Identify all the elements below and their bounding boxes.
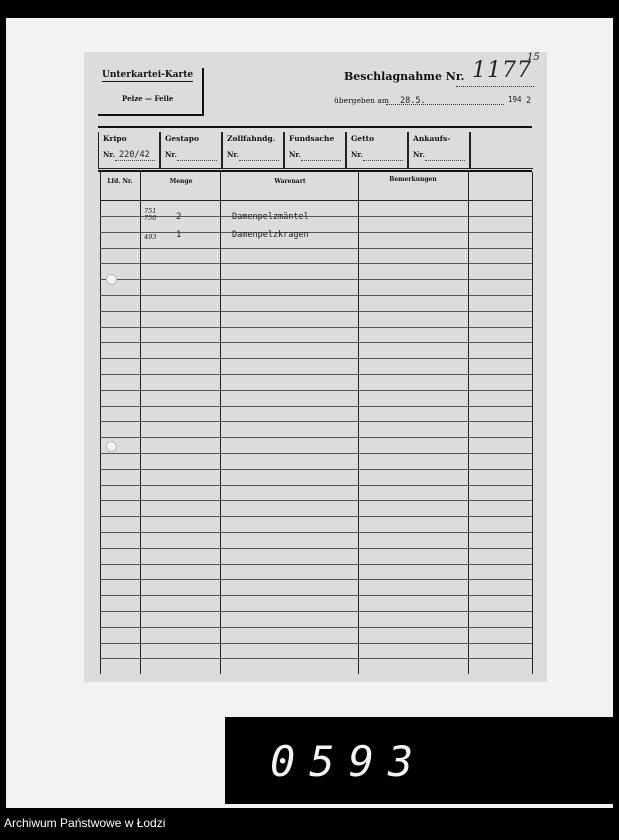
box-line — [115, 160, 155, 161]
table-row-line — [100, 627, 532, 628]
box-nr-label: Nr. — [165, 150, 177, 159]
film-edge — [587, 0, 619, 18]
card-type-box — [98, 68, 204, 116]
table-row-line — [100, 516, 532, 517]
row-menge: 1 — [176, 230, 182, 240]
table-row-line — [100, 595, 532, 596]
col-menge: Menge — [169, 178, 193, 185]
table-row-line — [100, 279, 532, 280]
table-column-line — [532, 172, 533, 674]
col-warenart: Warenart — [274, 178, 306, 185]
handed-date: 28.5. — [400, 96, 426, 106]
box-ankauf — [408, 132, 470, 169]
box-line — [301, 160, 341, 161]
box-label: Getto — [351, 134, 375, 143]
table-row-line — [100, 564, 532, 565]
table-row-line — [100, 469, 532, 470]
table-row-line — [100, 232, 532, 233]
card-title: Unterkartei-Karte — [102, 70, 194, 80]
table-top-rule — [98, 170, 532, 172]
table-header-line — [100, 200, 532, 201]
col-bemerkungen: Bemerkungen — [389, 176, 437, 183]
table-row-line — [100, 248, 532, 249]
table-row-line — [100, 311, 532, 312]
box-line — [239, 160, 279, 161]
box-nr-label: Nr. — [103, 150, 115, 159]
number-line — [456, 86, 534, 87]
box-label: Zollfahndg. — [227, 134, 276, 143]
index-card — [84, 52, 547, 682]
box-label: Kripo — [103, 134, 127, 143]
year-prefix: 194 — [508, 95, 522, 104]
box-nr-label: Nr. — [227, 150, 239, 159]
table-row-line — [100, 437, 532, 438]
box-empty — [470, 132, 533, 169]
table-row-line — [100, 453, 532, 454]
row-note: 493 — [144, 233, 157, 241]
box-line — [363, 160, 403, 161]
box-kripo — [98, 132, 160, 169]
frame-number: 0593 — [270, 737, 428, 786]
table-row-line — [100, 485, 532, 486]
table-row-line — [100, 374, 532, 375]
handed-label: übergeben am — [334, 96, 389, 105]
table-row-line — [100, 421, 532, 422]
seizure-heading: Beschlagnahme Nr. — [344, 70, 465, 83]
box-gestapo — [160, 132, 222, 169]
row-note: 751 750 — [144, 207, 157, 222]
box-value: 220/42 — [119, 150, 150, 160]
table-row-line — [100, 263, 532, 264]
table-row-line — [100, 658, 532, 659]
seizure-number: 1177 — [472, 58, 532, 83]
box-label: Ankaufs- — [413, 134, 451, 143]
table-row-line — [100, 327, 532, 328]
header-rule — [98, 126, 532, 128]
box-getto — [346, 132, 408, 169]
table-row-line — [100, 342, 532, 343]
table-row-line — [100, 548, 532, 549]
year-suffix: 2 — [526, 96, 532, 106]
frame-number-label — [225, 717, 619, 804]
seizure-number-superscript: 15 — [527, 52, 540, 63]
box-nr-label: Nr. — [413, 150, 425, 159]
punch-hole — [106, 274, 117, 285]
table-row-line — [100, 532, 532, 533]
table-row-line — [100, 579, 532, 580]
punch-hole — [106, 441, 117, 452]
box-nr-label: Nr. — [351, 150, 363, 159]
table-row-line — [100, 216, 532, 217]
box-label: Fundsache — [289, 134, 335, 143]
col-lfd: Lfd. Nr. — [107, 178, 133, 185]
row-warenart: Damenpelzmäntel — [232, 212, 309, 222]
table-row-line — [100, 358, 532, 359]
row-warenart: Damenpelzkragen — [232, 230, 309, 240]
table-row-line — [100, 500, 532, 501]
box-label: Gestapo — [165, 134, 199, 143]
table-row-line — [100, 611, 532, 612]
box-line — [177, 160, 217, 161]
row-menge: 2 — [176, 212, 182, 222]
archive-footer — [0, 808, 619, 840]
table-row-line — [100, 406, 532, 407]
box-fundsache — [284, 132, 346, 169]
box-zollfahndung — [222, 132, 284, 169]
box-line — [425, 160, 465, 161]
table-row-line — [100, 295, 532, 296]
archive-name: Archiwum Państwowe w Łodzi — [4, 816, 166, 830]
table-row-line — [100, 390, 532, 391]
box-nr-label: Nr. — [289, 150, 301, 159]
table-row-line — [100, 643, 532, 644]
card-subtitle: Pelze — Felle — [122, 94, 174, 103]
